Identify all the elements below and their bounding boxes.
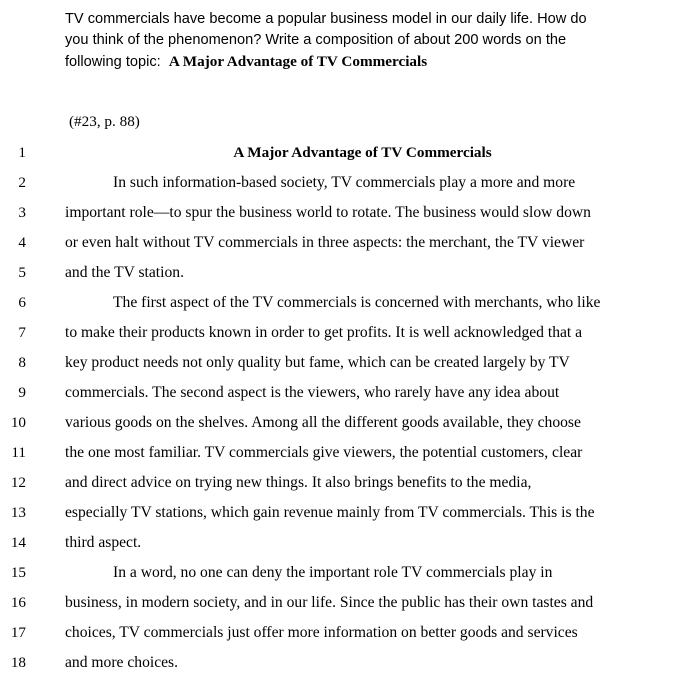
essay-line (0, 138, 685, 168)
line-number: 18 (10, 654, 26, 671)
line-number: 13 (10, 504, 26, 521)
essay-line-text: and direct advice on trying new things. It also brings benefits to the media, (65, 474, 532, 491)
line-number: 14 (10, 534, 26, 551)
essay-line (0, 588, 685, 618)
essay-line-text: various goods on the shelves. Among all the different goods available, they choose (65, 414, 581, 431)
essay-line-text: The first aspect of the TV commercials is concerned with merchants, who like (113, 294, 601, 311)
essay-line (0, 408, 685, 438)
essay-title: A Major Advantage of TV Commercials (233, 144, 492, 161)
essay-line (0, 378, 685, 408)
essay-line-text: In such information-based society, TV commercials play a more and more (113, 174, 576, 191)
line-number: 9 (18, 384, 26, 401)
essay-line (0, 498, 685, 528)
essay-line (0, 348, 685, 378)
essay-line (0, 558, 685, 588)
essay-line (0, 258, 685, 288)
line-number: 8 (18, 354, 26, 371)
essay-line (0, 618, 685, 648)
line-number: 15 (10, 564, 26, 581)
essay-line-text: especially TV stations, which gain revenue mainly from TV commercials. This is the (65, 504, 595, 521)
line-number: 1 (18, 144, 26, 161)
essay-line-text: and the TV station. (65, 264, 184, 281)
line-number: 5 (18, 264, 26, 281)
essay-line-text: or even halt without TV commercials in three aspects: the merchant, the TV viewer (65, 234, 585, 251)
line-number: 4 (18, 234, 26, 251)
essay-line-text: important role—to spur the business world to rotate. The business would slow down (65, 204, 591, 221)
line-number: 3 (18, 204, 26, 221)
essay-line (0, 288, 685, 318)
prompt-line-1: TV commercials have become a popular business model in our daily life. How do (65, 11, 587, 27)
essay-line-text: to make their products known in order to get profits. It is well acknowledged that a (65, 324, 583, 341)
line-number: 10 (10, 414, 26, 431)
essay-line (0, 648, 685, 678)
essay-line (0, 168, 685, 198)
line-number: 7 (18, 324, 26, 341)
essay-line-text: business, in modern society, and in our life. Since the public has their own tastes and (65, 594, 594, 611)
essay-line-text: the one most familiar. TV commercials give viewers, the potential customers, clear (65, 444, 583, 461)
essay-line (0, 528, 685, 558)
essay-line-text: key product needs not only quality but fame, which can be created largely by TV (65, 354, 570, 371)
essay-line-text: third aspect. (65, 534, 142, 551)
essay-line-text: and more choices. (65, 654, 179, 671)
line-number: 6 (18, 294, 26, 311)
line-number: 11 (11, 444, 26, 461)
line-number: 2 (18, 174, 26, 191)
line-number: 16 (10, 594, 26, 611)
essay-line (0, 468, 685, 498)
essay-line (0, 438, 685, 468)
prompt-line-2: you think of the phenomenon? Write a composition of about 200 words on the (65, 32, 567, 48)
essay-line-text: commercials. The second aspect is the viewers, who rarely have any idea about (65, 384, 560, 401)
prompt-topic: A Major Advantage of TV Commercials (168, 53, 428, 70)
line-number: 12 (10, 474, 26, 491)
essay-line (0, 228, 685, 258)
essay-line-text: choices, TV commercials just offer more information on better goods and services (65, 624, 578, 641)
essay-body (0, 138, 685, 678)
writing-prompt (65, 9, 675, 73)
source-reference: (#23, p. 88) (69, 113, 140, 130)
essay-line (0, 198, 685, 228)
line-number: 17 (10, 624, 26, 641)
prompt-line-3 (65, 51, 675, 73)
essay-line (0, 318, 685, 348)
essay-line-text: In a word, no one can deny the important role TV commercials play in (113, 564, 553, 581)
prompt-line-3-lead: following topic: (65, 54, 169, 70)
